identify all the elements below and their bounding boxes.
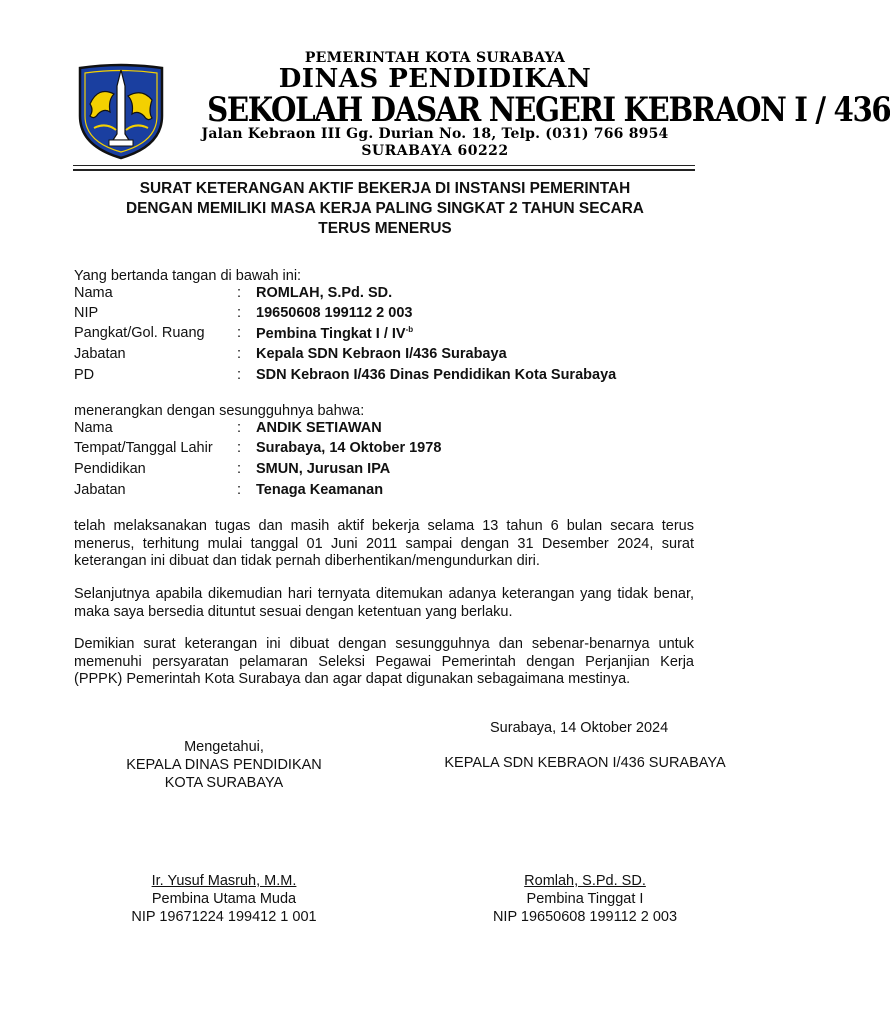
letterhead-city: SURABAYA 60222 <box>361 143 509 159</box>
date-place: Surabaya, 14 Oktober 2024 <box>490 720 669 736</box>
signer-field-row: Pangkat/Gol. Ruang : Pembina Tingkat I / $IV^{-b}$ <box>74 325 414 342</box>
subject-field-row: Jabatan : Tenaga Keamanan <box>74 482 384 498</box>
subject-intro: menerangkan dengan sesungguhnya bahwa: <box>74 403 365 419</box>
signer-field-row: NIP : 19650608 199112 2 003 <box>74 305 413 321</box>
signer-field-row: PD : SDN Kebraon I/436 Dinas Pendidikan Kota Surabaya <box>74 367 617 383</box>
closing-paragraph: Demikian surat keterangan ini dibuat dengan sesungguhnya dan sebenar-benarnya untuk memenuhi persyaratan pelamaran Seleksi Pegawai Pemerintah dengan Perjanjian Kerja (PPPK) Pemerintah Kota Surabaya dan agar dapat digunakan sebagaimana mestinya. <box>74 636 694 687</box>
signatory-left-name: Ir. Yusuf Masruh, M.M. <box>151 873 297 889</box>
subject-field-row: Tempat/Tanggal Lahir : Surabaya, 14 Oktober 1978 <box>74 440 442 456</box>
statement-paragraph: telah melaksanakan tugas dan masih aktif bekerja selama 13 tahun 6 bulan secara terus menerus, terhitung mulai tanggal 01 Juni 2011 sampai dengan 31 Desember 2024, surat keterangan ini dibuat dan tidak pernah diberhentikan/mengundurkan diri. <box>74 518 694 569</box>
signer-intro: Yang bertanda tangan di bawah ini: <box>74 268 302 284</box>
document-title: SURAT KETERANGAN AKTIF BEKERJA DI INSTANSI PEMERINTAH DENGAN MEMILIKI MASA KERJA PALING SINGKAT 2 TAHUN SECARA TERUS MENERUS <box>126 180 644 237</box>
signatory-right-name: Romlah, S.Pd. SD. <box>524 873 646 889</box>
letterhead-government: PEMERINTAH KOTA SURABAYA <box>304 50 566 66</box>
signature-block-right: KEPALA SDN KEBRAON I/436 SURABAYA <box>444 755 726 771</box>
signatory-right <box>470 872 700 926</box>
signatory-left-nip: NIP 19671224 199412 1 001 <box>131 909 317 925</box>
letterhead-divider-thin <box>73 165 695 166</box>
signatory-left-rank: Pembina Utama Muda <box>151 891 297 907</box>
letterhead-school: SEKOLAH DASAR NEGERI KEBRAON I / 436 <box>207 90 890 130</box>
letterhead-divider-thick <box>73 169 695 171</box>
letterhead-agency: DINAS PENDIDIKAN <box>278 64 592 94</box>
liability-paragraph: Selanjutnya apabila dikemudian hari ternyata ditemukan adanya keterangan yang tidak benar, maka saya bersedia dituntut sesuai dengan ketentuan yang berlaku. <box>74 586 694 620</box>
surabaya-coat-of-arms-icon <box>76 64 166 160</box>
letterhead-address: Jalan Kebraon III Gg. Durian No. 18, Telp. (031) 766 8954 <box>201 126 669 142</box>
signer-field-row: Nama : ROMLAH, S.Pd. SD. <box>74 285 393 301</box>
subject-field-row: Nama : ANDIK SETIAWAN <box>74 420 382 436</box>
signatory-left <box>104 872 344 926</box>
subject-field-row: Pendidikan : SMUN, Jurusan IPA <box>74 461 391 477</box>
signer-field-row: Jabatan : Kepala SDN Kebraon I/436 Surabaya <box>74 346 507 362</box>
signature-block-left: Mengetahui, KEPALA DINAS PENDIDIKAN KOTA SURABAYA <box>126 739 322 791</box>
signatory-right-rank: Pembina Tinggat I <box>526 891 644 907</box>
signatory-right-nip: NIP 19650608 199112 2 003 <box>492 909 678 925</box>
